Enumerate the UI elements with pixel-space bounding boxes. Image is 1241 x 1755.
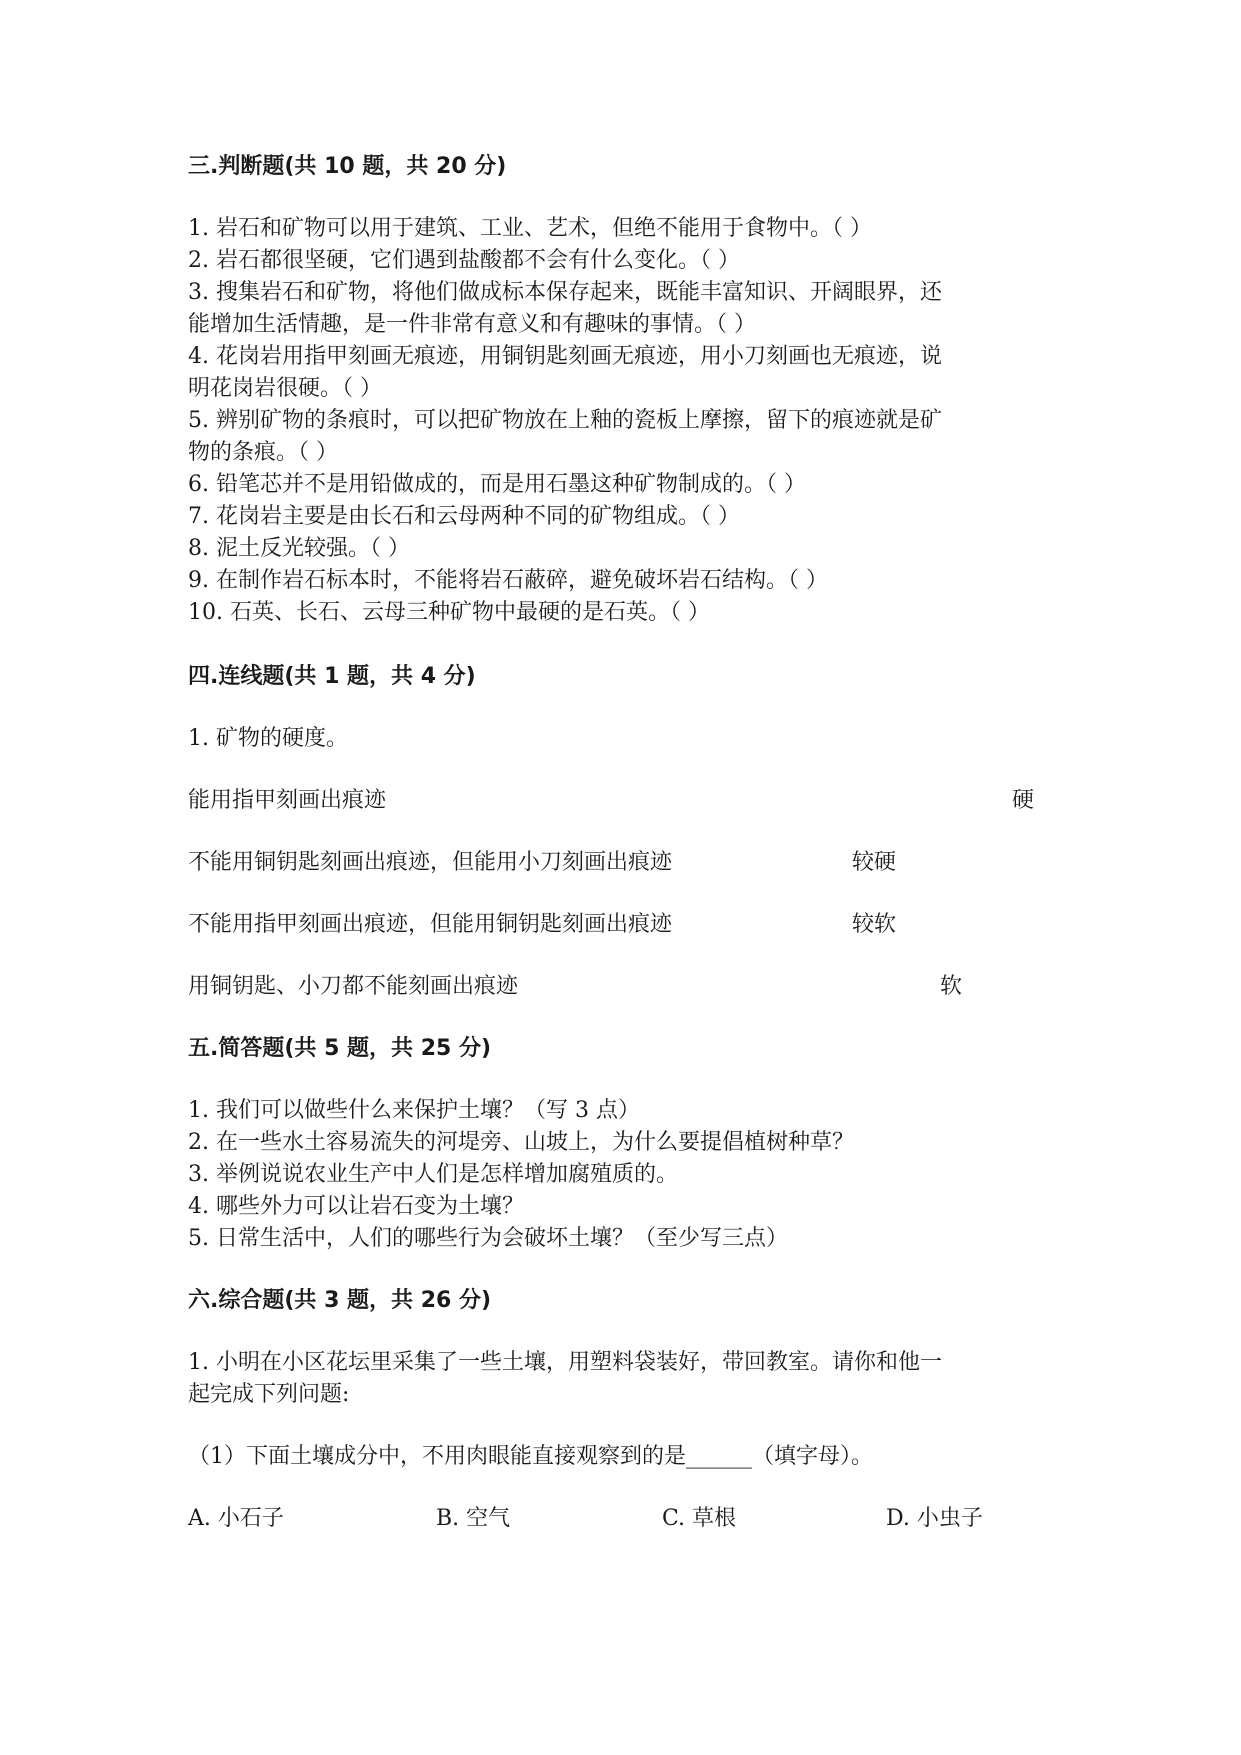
section6-q1-line-1: 1. 小明在小区花坛里采集了一些土壤，用塑料袋装好，带回教室。请你和他一 — [188, 1350, 942, 1375]
section3-line-9: 6. 铅笔芯并不是用铅做成的，而是用石墨这种矿物制成的。（ ） — [188, 472, 806, 497]
section5-line-4: 4. 哪些外力可以让岩石变为土壤？ — [188, 1194, 524, 1219]
section4-heading: 四.连线题(共 1 题，共 4 分) — [188, 664, 476, 689]
section3-line-3: 3. 搜集岩石和矿物，将他们做成标本保存起来，既能丰富知识、开阔眼界，还 — [188, 280, 942, 305]
section5-line-1: 1. 我们可以做些什么来保护土壤？（写 3 点） — [188, 1098, 640, 1123]
match-left-3: 不能用指甲刻画出痕迹，但能用铜钥匙刻画出痕迹 — [188, 912, 673, 937]
section5-heading: 五.简答题(共 5 题，共 25 分) — [188, 1036, 492, 1061]
match-left-1: 能用指甲刻画出痕迹 — [188, 788, 387, 813]
match-left-2: 不能用铜钥匙刻画出痕迹，但能用小刀刻画出痕迹 — [188, 850, 673, 875]
section3-line-6: 明花岗岩很硬。（ ） — [188, 376, 382, 401]
match-left-4: 用铜钥匙、小刀都不能刻画出痕迹 — [188, 974, 519, 999]
section3-line-12: 9. 在制作岩石标本时，不能将岩石蔽碎，避免破坏岩石结构。（ ） — [188, 568, 828, 593]
option-d: D. 小虫子 — [886, 1506, 983, 1531]
section3-heading: 三.判断题(共 10 题，共 20 分) — [188, 154, 507, 179]
section3-line-5: 4. 花岗岩用指甲刻画无痕迹，用铜钥匙刻画无痕迹，用小刀刻画也无痕迹，说 — [188, 344, 942, 369]
section5-line-5: 5. 日常生活中，人们的哪些行为会破坏土壤？（至少写三点） — [188, 1226, 788, 1251]
section3-line-13: 10. 石英、长石、云母三种矿物中最硬的是石英。（ ） — [188, 600, 710, 625]
section3-line-10: 7. 花岗岩主要是由长石和云母两种不同的矿物组成。（ ） — [188, 504, 740, 529]
option-a: A. 小石子 — [188, 1506, 284, 1531]
section3-line-8: 物的条痕。（ ） — [188, 440, 338, 465]
section4-question: 1. 矿物的硬度。 — [188, 726, 348, 751]
section3-line-11: 8. 泥土反光较强。（ ） — [188, 536, 410, 561]
section3-line-1: 1. 岩石和矿物可以用于建筑、工业、艺术，但绝不能用于食物中。（ ） — [188, 216, 872, 241]
section6-subquestion: （1）下面土壤成分中，不用肉眼能直接观察到的是______（填字母）。 — [188, 1444, 873, 1469]
match-right-2: 较硬 — [852, 850, 897, 875]
match-right-1: 硬 — [1012, 788, 1035, 813]
section5-line-3: 3. 举例说说农业生产中人们是怎样增加腐殖质的。 — [188, 1162, 678, 1187]
section6-heading: 六.综合题(共 3 题，共 26 分) — [188, 1288, 492, 1313]
section3-line-2: 2. 岩石都很坚硬，它们遇到盐酸都不会有什么变化。（ ） — [188, 248, 740, 273]
match-right-3: 较软 — [852, 912, 897, 937]
option-c: C. 草根 — [662, 1506, 737, 1531]
section3-line-4: 能增加生活情趣，是一件非常有意义和有趣味的事情。（ ） — [188, 312, 756, 337]
section3-line-7: 5. 辨别矿物的条痕时，可以把矿物放在上釉的瓷板上摩擦，留下的痕迹就是矿 — [188, 408, 942, 433]
section6-q1-line-2: 起完成下列问题: — [188, 1382, 350, 1407]
match-right-4: 软 — [940, 974, 963, 999]
option-b: B. 空气 — [436, 1506, 511, 1531]
section5-line-2: 2. 在一些水土容易流失的河堤旁、山坡上，为什么要提倡植树种草？ — [188, 1130, 854, 1155]
